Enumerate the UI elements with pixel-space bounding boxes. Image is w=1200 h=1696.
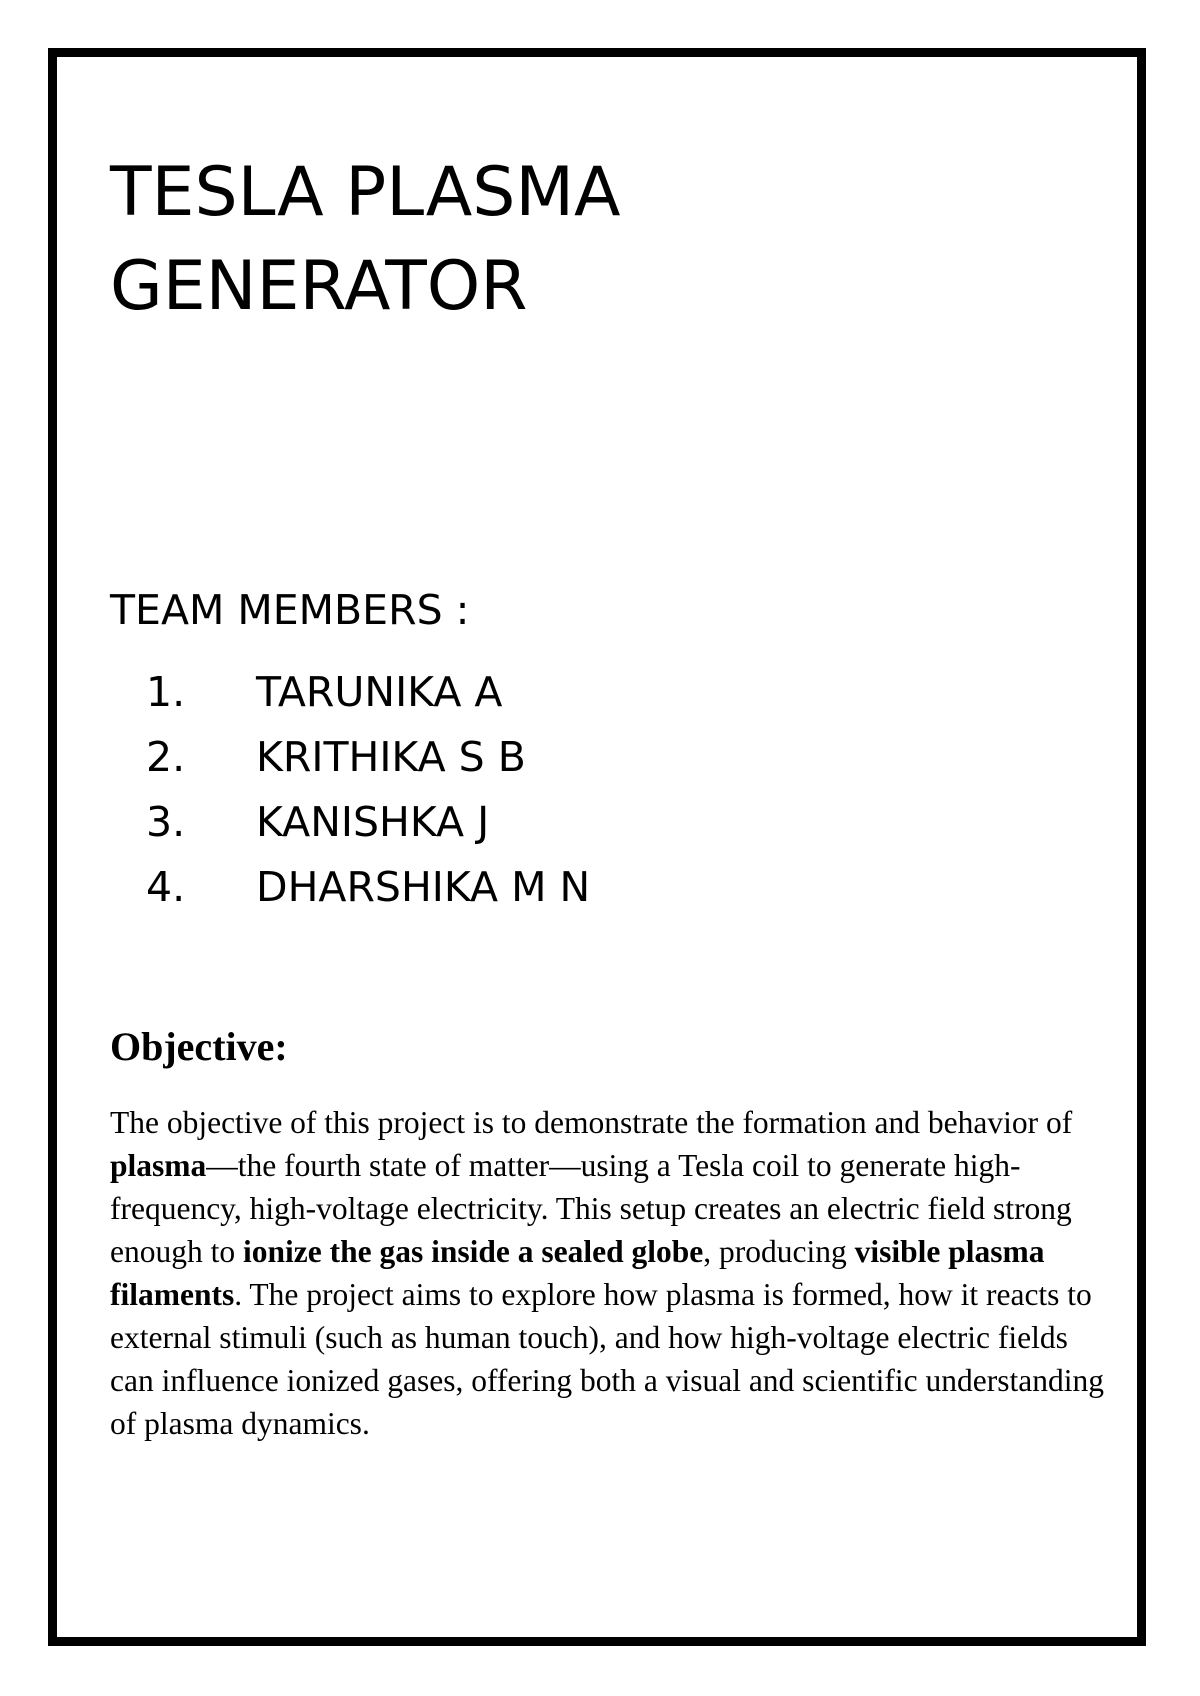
team-member-name: TARUNIKA A: [256, 668, 503, 716]
document-title: [110, 146, 621, 334]
title-line-1: TESLA PLASMA: [110, 153, 621, 232]
objective-text-segment: , producing: [703, 1234, 855, 1269]
team-member-name: KRITHIKA S B: [256, 733, 526, 781]
objective-text-segment: —the fourth state of matter—using a Tesla coil to generate high-frequency, high-voltage electricity. This setup creates an electric field strong enough to: [110, 1148, 1072, 1269]
team-member-number: 3.: [146, 798, 186, 846]
team-member-name: DHARSHIKA M N: [256, 863, 591, 911]
objective-text-segment: The objective of this project is to demonstrate the formation and behavior of: [110, 1105, 1073, 1140]
title-line-2: GENERATOR: [110, 247, 528, 326]
objective-heading: Objective:: [110, 1024, 288, 1069]
objective-text-bold: ionize the gas inside a sealed globe: [242, 1234, 704, 1269]
objective-text-segment: . The project aims to explore how plasma is formed, how it reacts to external stimuli (such as human touch), and how high-voltage electric fields can influence ionized gases, offering both a visual and scientific understanding of plasma dynamics.: [110, 1277, 1104, 1441]
team-member-name: KANISHKA J: [256, 798, 490, 846]
team-member-number: 4.: [146, 863, 186, 911]
team-member-number: 1.: [146, 668, 186, 716]
objective-text-bold: visible plasma filaments: [110, 1234, 1045, 1312]
objective-text-bold: plasma: [110, 1148, 207, 1183]
objective-paragraph: [110, 1101, 1110, 1445]
team-members-heading: TEAM MEMBERS :: [110, 586, 470, 634]
team-member-number: 2.: [146, 733, 186, 781]
